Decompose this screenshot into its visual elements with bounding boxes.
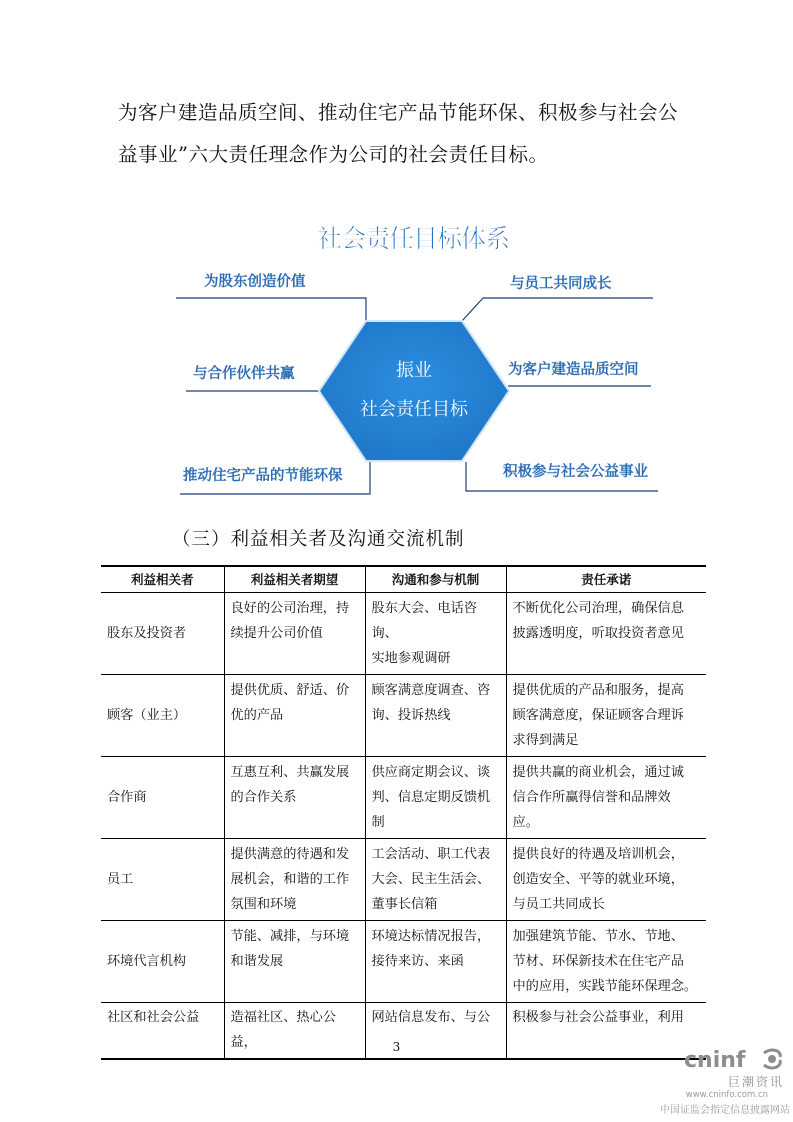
goal-shareholder-value: 为股东创造价值: [204, 274, 306, 290]
mechanism-cell: 环境达标情况报告， 接待来访、来函: [365, 921, 506, 1003]
goal-customer-quality: 为客户建造品质空间: [508, 362, 639, 378]
commitment-cell: 提供良好的待遇及培训机会， 创造安全、平等的就业环境， 与员工共同成长: [506, 839, 706, 921]
header-stakeholder: 利益相关者: [101, 566, 224, 593]
cninfo-name: 巨潮资讯: [727, 1075, 784, 1089]
center-hexagon: [319, 321, 509, 461]
mechanism-cell: 股东大会、电话咨询、 实地参观调研: [365, 593, 506, 675]
table-header-row: [101, 566, 706, 593]
expectation-cell: 提供满意的待遇和发 展机会，和谐的工作 氛围和环境: [224, 839, 365, 921]
section-heading: （三）利益相关者及沟通交流机制: [172, 529, 465, 550]
cninfo-logo-text: cninf: [684, 1048, 746, 1073]
page-number: 3: [392, 1040, 401, 1054]
header-commitment: 责任承诺: [506, 566, 706, 593]
connector-top-right: [462, 298, 653, 321]
stakeholder-name: 合作商: [101, 757, 224, 839]
header-expectation: 利益相关者期望: [224, 566, 365, 593]
stakeholder-name: 员工: [101, 839, 224, 921]
mechanism-cell: 供应商定期会议、谈 判、信息定期反馈机 制: [365, 757, 506, 839]
cninfo-url: www.cninfo.com.cn: [685, 1090, 768, 1100]
responsibility-goal-diagram: [0, 0, 793, 520]
cninfo-swirl-icon: [764, 1050, 780, 1068]
stakeholder-name: 顾客（业主）: [101, 675, 224, 757]
mechanism-cell: 顾客满意度调查、咨 询、投诉热线: [365, 675, 506, 757]
intro-line-1: 为客户建造品质空间、推动住宅产品节能环保、积极参与社会公: [118, 101, 679, 124]
expectation-cell: 互惠互利、共赢发展 的合作关系: [224, 757, 365, 839]
mechanism-cell: 工会活动、职工代表 大会、民主生活会、 董事长信箱: [365, 839, 506, 921]
expectation-cell: 提供优质、舒适、价 优的产品: [224, 675, 365, 757]
center-label-line1: 振业: [396, 360, 432, 381]
table-row: [101, 593, 706, 675]
goal-public-welfare: 积极参与社会公益事业: [503, 464, 648, 480]
expectation-cell: 良好的公司治理，持 续提升公司价值: [224, 593, 365, 675]
commitment-cell: 提供共赢的商业机会，通过诚 信合作所赢得信誉和品牌效 应。: [506, 757, 706, 839]
cninfo-tagline: 中国证监会指定信息披露网站: [660, 1105, 790, 1116]
goal-energy-saving: 推动住宅产品的节能环保: [183, 468, 343, 484]
commitment-cell: 不断优化公司治理，确保信息 披露透明度，听取投资者意见: [506, 593, 706, 675]
table-row: [101, 839, 706, 921]
stakeholder-table: [101, 565, 706, 1060]
center-label-line2: 社会责任目标: [360, 399, 468, 420]
goal-partner-win: 与合作伙伴共赢: [193, 366, 295, 382]
expectation-cell: 节能、减排，与环境 和谐发展: [224, 921, 365, 1003]
intro-line-2: 益事业”六大责任理念作为公司的社会责任目标。: [118, 143, 549, 166]
stakeholder-name: 环境代言机构: [101, 921, 224, 1003]
commitment-cell: 提供优质的产品和服务，提高 顾客满意度，保证顾客合理诉 求得到满足: [506, 675, 706, 757]
table-row: [101, 675, 706, 757]
expectation-cell: 造福社区、热心公益，: [224, 1003, 365, 1060]
goal-employee-growth: 与员工共同成长: [510, 276, 612, 292]
cninfo-logo: [684, 1045, 784, 1073]
mechanism-cell: 网站信息发布、与公: [365, 1003, 506, 1060]
connector-top-left: [176, 298, 366, 321]
commitment-cell: 积极参与社会公益事业，利用: [506, 1003, 706, 1060]
stakeholder-name: 股东及投资者: [101, 593, 224, 675]
stakeholder-name: 社区和社会公益: [101, 1003, 224, 1060]
table-row: [101, 757, 706, 839]
table-row: [101, 921, 706, 1003]
cninfo-watermark: [650, 1043, 790, 1119]
header-mechanism: 沟通和参与机制: [365, 566, 506, 593]
diagram-title: 社会责任目标体系: [316, 224, 510, 253]
commitment-cell: 加强建筑节能、节水、节地、 节材、环保新技术在住宅产品 中的应用，实践节能环保理念。: [506, 921, 706, 1003]
